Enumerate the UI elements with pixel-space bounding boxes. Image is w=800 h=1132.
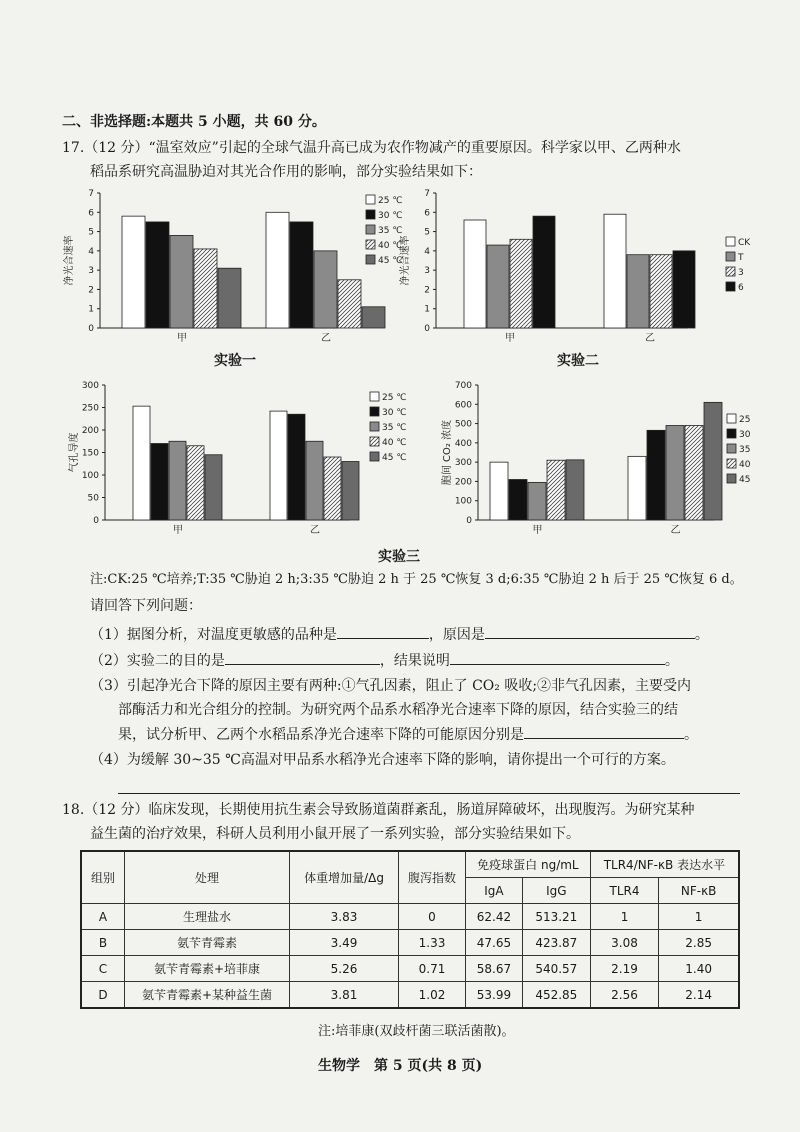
q17-sub1: （1）据图分析，对温度更敏感的品种是 ，原因是 。 (90, 624, 709, 645)
y-tick-label: 700 (454, 381, 472, 391)
cell-igg: 540.57 (522, 956, 590, 982)
chart1-caption: 实验一 (214, 353, 256, 369)
legend-label: 40 ℃ (378, 241, 403, 251)
legend-label: T (738, 253, 744, 263)
x-tick-label: 乙 (310, 525, 320, 536)
y-tick-label: 6 (424, 208, 430, 219)
bar-乙-45 (362, 307, 385, 328)
header-tlr: TLR4/NF-κB 表达水平 (590, 851, 739, 878)
cell-treatment: 氨苄青霉素 (125, 930, 290, 956)
chart2-caption: 实验二 (557, 353, 599, 369)
cell-iga: 47.65 (466, 930, 523, 956)
bar-乙-25 (266, 212, 289, 328)
legend-swatch (726, 237, 735, 246)
y-tick-label: 4 (88, 246, 94, 257)
table-row (81, 956, 739, 982)
x-tick-label: 乙 (321, 333, 331, 344)
y-tick-label: 400 (454, 438, 472, 449)
cell-treatment: 氨苄青霉素+培菲康 (125, 956, 290, 982)
cell-tlr4: 2.56 (590, 982, 658, 1009)
answer-blank[interactable] (450, 650, 665, 665)
bar-乙-T (627, 255, 649, 328)
bar-甲-45 (218, 268, 241, 328)
legend-swatch (370, 392, 379, 401)
table-row (81, 904, 739, 930)
q17-intro-line2: 稻品系研究高温胁迫对其光合作用的影响，部分实验结果如下： (90, 164, 482, 180)
legend-label: 3 (738, 268, 744, 278)
bar-甲-35 (170, 235, 193, 328)
y-tick-label: 300 (454, 458, 472, 469)
bar-乙-45 (704, 402, 722, 520)
chart-2 (398, 189, 751, 344)
cell-group: A (81, 904, 125, 930)
legend-swatch (727, 429, 736, 438)
bar-甲-40 (194, 249, 217, 328)
legend-label: CK (738, 238, 751, 248)
legend-label: 45 (739, 475, 751, 485)
y-tick-label: 200 (454, 477, 472, 488)
answer-blank[interactable] (225, 650, 380, 665)
y-tick-label: 0 (88, 324, 94, 334)
chart-3 (67, 381, 406, 536)
cell-nfkb: 2.85 (659, 930, 739, 956)
y-tick-label: 6 (88, 208, 94, 219)
bar-甲-T (487, 245, 509, 328)
legend-swatch (370, 437, 379, 446)
cell-group: D (81, 982, 125, 1009)
cell-igg: 513.21 (522, 904, 590, 930)
bar-甲-35 (169, 441, 186, 520)
cell-group: B (81, 930, 125, 956)
q18-intro-line1: 18.（12 分）临床发现，长期使用抗生素会导致肠道菌群紊乱，肠道屏障破坏，出现腹泻。为研究某种 (62, 802, 695, 818)
bar-甲-CK (464, 220, 486, 328)
y-tick-label: 0 (424, 324, 430, 334)
y-tick-label: 150 (81, 448, 99, 459)
q17-sub3-line2: 部酶活力和光合组分的控制。为研究两个品系水稻净光合速率下降的原因，结合实验三的结 (118, 702, 678, 718)
cell-tlr4: 2.19 (590, 956, 658, 982)
bar-甲-30 (146, 222, 169, 328)
legend-label: 45 ℃ (378, 256, 403, 266)
legend-swatch (370, 452, 379, 461)
bar-甲-25 (122, 216, 145, 328)
header-weight: 体重增加量/Δg (290, 851, 399, 904)
bar-甲-30 (151, 444, 168, 521)
cell-weight: 3.49 (290, 930, 399, 956)
chart-1 (62, 189, 402, 344)
bar-乙-30 (288, 414, 305, 520)
page-footer: 生物学 第 5 页(共 8 页) (318, 1058, 483, 1074)
legend-label: 35 (739, 445, 751, 455)
y-tick-label: 300 (81, 381, 99, 391)
y-axis-label: 胞间 CO₂ 浓度 (442, 419, 453, 486)
bar-乙-35 (306, 441, 323, 520)
legend-label: 30 ℃ (378, 211, 403, 221)
header-group: 组别 (81, 851, 125, 904)
bar-甲-3 (510, 239, 532, 328)
y-tick-label: 7 (424, 189, 430, 199)
y-tick-label: 3 (88, 266, 94, 277)
cell-weight: 3.83 (290, 904, 399, 930)
y-tick-label: 50 (87, 493, 99, 504)
legend-swatch (727, 414, 736, 423)
cell-treatment: 氨苄青霉素+某种益生菌 (125, 982, 290, 1009)
y-tick-label: 0 (466, 516, 472, 526)
legend-swatch (366, 225, 375, 234)
cell-treatment: 生理盐水 (125, 904, 290, 930)
y-tick-label: 600 (454, 400, 472, 411)
header-nfkb: NF-κB (659, 878, 739, 904)
bar-乙-30 (290, 222, 313, 328)
bar-乙-45 (342, 462, 359, 521)
bar-甲-40 (187, 446, 204, 520)
bar-甲-35 (528, 482, 546, 520)
header-iga: IgA (466, 878, 523, 904)
header-igg: IgG (522, 878, 590, 904)
legend-swatch (370, 422, 379, 431)
cell-group: C (81, 956, 125, 982)
bar-乙-CK (604, 214, 626, 328)
cell-diarrhea: 0.71 (399, 956, 466, 982)
cell-tlr4: 3.08 (590, 930, 658, 956)
header-diarrhea: 腹泻指数 (399, 851, 466, 904)
table-row (81, 930, 739, 956)
legend-label: 35 ℃ (378, 226, 403, 236)
cell-tlr4: 1 (590, 904, 658, 930)
q17-sub2: （2）实验二的目的是 ，结果说明 。 (90, 650, 679, 671)
header-treatment: 处理 (125, 851, 290, 904)
legend-swatch (727, 459, 736, 468)
y-tick-label: 200 (81, 426, 99, 436)
y-tick-label: 2 (88, 285, 94, 296)
legend-label: 25 ℃ (378, 196, 403, 206)
cell-nfkb: 2.14 (659, 982, 739, 1009)
cell-weight: 5.26 (290, 956, 399, 982)
chart3-caption: 实验三 (378, 549, 420, 565)
q18-intro-line2: 益生菌的治疗效果，科研人员利用小鼠开展了一系列实验，部分实验结果如下。 (90, 826, 580, 842)
y-tick-label: 0 (93, 516, 99, 526)
cell-nfkb: 1.40 (659, 956, 739, 982)
bar-甲-25 (490, 462, 508, 520)
y-tick-label: 4 (424, 246, 430, 257)
legend-swatch (726, 267, 735, 276)
y-tick-label: 100 (81, 471, 99, 481)
cell-iga: 58.67 (466, 956, 523, 982)
cell-iga: 53.99 (466, 982, 523, 1009)
answer-blank[interactable] (524, 724, 684, 739)
q17-sub4: （4）为缓解 30~35 ℃高温对甲品系水稻净光合速率下降的影响，请你提出一个可行的方案。 (90, 752, 675, 768)
legend-label: 45 ℃ (382, 453, 407, 463)
legend-swatch (727, 444, 736, 453)
bar-乙-25 (270, 411, 287, 520)
header-tlr4: TLR4 (590, 878, 658, 904)
legend-swatch (726, 282, 735, 291)
answer-blank[interactable] (337, 624, 429, 639)
bar-甲-25 (133, 406, 150, 520)
bar-甲-45 (566, 460, 584, 520)
q17-sub3-line1: （3）引起净光合下降的原因主要有两种:①气孔因素，阻止了 CO₂ 吸收;②非气孔因素，主要受内 (90, 678, 692, 694)
y-tick-label: 500 (454, 419, 472, 430)
x-tick-label: 乙 (645, 333, 655, 344)
legend-swatch (366, 240, 375, 249)
cell-igg: 423.87 (522, 930, 590, 956)
y-tick-label: 2 (424, 285, 430, 296)
x-tick-label: 甲 (505, 333, 515, 344)
y-tick-label: 5 (88, 227, 94, 238)
y-axis-label: 气孔导度 (69, 432, 80, 473)
table-row (81, 982, 739, 1009)
cell-diarrhea: 1.33 (399, 930, 466, 956)
q18-results-table (80, 850, 740, 1009)
q17-sub3-line3: 果，试分析甲、乙两个水稻品系净光合速率下降的可能原因分别是 。 (118, 724, 698, 745)
legend-swatch (366, 195, 375, 204)
header-immune: 免疫球蛋白 ng/mL (466, 851, 591, 878)
q17-note: 注:CK:25 ℃培养;T:35 ℃胁迫 2 h;3:35 ℃胁迫 2 h 于 25 ℃恢复 3 d;6:35 ℃胁迫 2 h 后于 25 ℃恢复 6 d。 (90, 572, 743, 587)
legend-label: 6 (738, 283, 744, 293)
cell-nfkb: 1 (659, 904, 739, 930)
legend-label: 30 (739, 430, 751, 440)
y-axis-label: 净光合速率 (64, 235, 75, 286)
y-axis-label: 净光合速率 (400, 235, 411, 286)
legend-swatch (727, 474, 736, 483)
x-tick-label: 甲 (173, 525, 183, 536)
y-tick-label: 1 (424, 304, 430, 315)
legend-label: 30 ℃ (382, 408, 407, 418)
bar-乙-35 (666, 426, 684, 521)
y-tick-label: 250 (81, 403, 99, 414)
cell-diarrhea: 0 (399, 904, 466, 930)
chart-4 (440, 381, 751, 536)
bar-甲-30 (509, 480, 527, 521)
answer-line[interactable] (118, 793, 740, 794)
bar-乙-3 (650, 255, 672, 328)
bar-乙-40 (324, 457, 341, 520)
y-tick-label: 3 (424, 266, 430, 277)
y-tick-label: 1 (88, 304, 94, 315)
cell-weight: 3.81 (290, 982, 399, 1009)
legend-swatch (366, 210, 375, 219)
legend-label: 35 ℃ (382, 423, 407, 433)
bar-乙-6 (673, 251, 695, 328)
x-tick-label: 乙 (670, 525, 681, 536)
cell-iga: 62.42 (466, 904, 523, 930)
legend-label: 25 ℃ (382, 393, 407, 403)
legend-label: 40 ℃ (382, 438, 407, 448)
cell-diarrhea: 1.02 (399, 982, 466, 1009)
q18-note: 注:培菲康(双歧杆菌三联活菌散)。 (318, 1024, 515, 1039)
x-tick-label: 甲 (177, 333, 187, 344)
y-tick-label: 100 (454, 496, 472, 507)
y-tick-label: 7 (88, 189, 94, 199)
bar-乙-30 (647, 430, 665, 520)
answer-blank[interactable] (485, 624, 695, 639)
x-tick-label: 甲 (532, 525, 543, 536)
q17-intro-line1: 17.（12 分）“温室效应”引起的全球气温升高已成为农作物减产的重要原因。科学家以甲、乙两种水 (62, 140, 681, 156)
bar-乙-40 (338, 280, 361, 328)
q17-prompt: 请回答下列问题： (90, 598, 202, 614)
cell-igg: 452.85 (522, 982, 590, 1009)
bar-甲-40 (547, 460, 565, 520)
bar-乙-25 (628, 456, 646, 520)
section-title: 二、非选择题:本题共 5 小题，共 60 分。 (62, 114, 326, 130)
bar-乙-35 (314, 251, 337, 328)
y-tick-label: 5 (424, 227, 430, 238)
bar-甲-6 (533, 216, 555, 328)
legend-swatch (726, 252, 735, 261)
legend-swatch (370, 407, 379, 416)
legend-swatch (366, 255, 375, 264)
legend-label: 25 (739, 415, 751, 425)
bar-甲-45 (205, 455, 222, 520)
legend-label: 40 (739, 460, 751, 470)
bar-乙-40 (685, 426, 703, 521)
